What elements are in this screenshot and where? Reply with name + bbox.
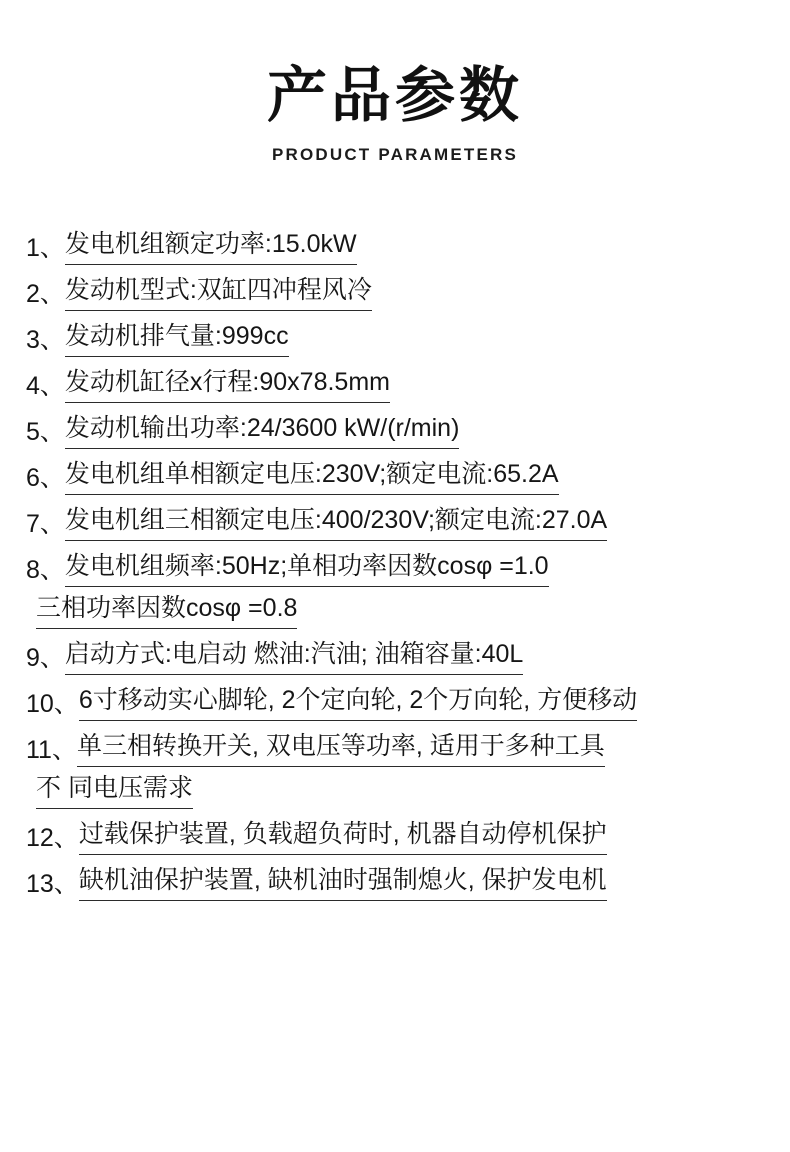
spec-item [26, 273, 768, 311]
spec-item [26, 637, 768, 675]
spec-item-index: 13、 [26, 870, 79, 898]
spec-item-text: 发动机型式:双缸四冲程风冷 [65, 273, 372, 311]
spec-item-text: 不 同电压需求 [36, 771, 193, 809]
spec-item-text: 发动机输出功率:24/3600 kW/(r/min) [65, 411, 460, 449]
spec-item-text: 过载保护装置, 负载超负荷时, 机器自动停机保护 [79, 817, 607, 855]
spec-item-text: 缺机油保护装置, 缺机油时强制熄火, 保护发电机 [79, 863, 607, 901]
spec-item-text: 发动机排气量:999cc [65, 319, 289, 357]
spec-item [26, 319, 768, 357]
spec-item [26, 227, 768, 265]
spec-item [26, 365, 768, 403]
spec-item [26, 549, 768, 587]
spec-item [26, 457, 768, 495]
spec-item-text: 发电机组单相额定电压:230V;额定电流:65.2A [65, 457, 559, 495]
spec-item-index: 3、 [26, 326, 65, 354]
spec-item-index: 9、 [26, 644, 65, 672]
spec-item [26, 503, 768, 541]
spec-item-index: 6、 [26, 464, 65, 492]
spec-item-text: 单三相转换开关, 双电压等功率, 适用于多种工具 [77, 729, 605, 767]
spec-item [26, 683, 768, 721]
spec-item-index: 10、 [26, 690, 79, 718]
spec-item-text: 三相功率因数cosφ =0.8 [36, 591, 297, 629]
spec-item-text: 启动方式:电启动 燃油:汽油; 油箱容量:40L [65, 637, 523, 675]
specification-list [0, 227, 790, 901]
spec-item [26, 863, 768, 901]
spec-item-index: 7、 [26, 510, 65, 538]
page-subtitle: PRODUCT PARAMETERS [271, 145, 519, 164]
spec-item [26, 411, 768, 449]
spec-item-index: 4、 [26, 372, 65, 400]
spec-item-continuation [26, 771, 768, 809]
spec-item-index: 1、 [26, 234, 65, 262]
spec-item-text: 发电机组频率:50Hz;单相功率因数cosφ =1.0 [65, 549, 549, 587]
spec-item-continuation [26, 591, 768, 629]
spec-item-index: 8、 [26, 556, 65, 584]
page-header [0, 0, 790, 165]
spec-item-index: 2、 [26, 280, 65, 308]
spec-item-index: 12、 [26, 824, 79, 852]
spec-item [26, 817, 768, 855]
page-title: 产品参数 [267, 61, 523, 131]
spec-item [26, 729, 768, 767]
spec-item-text: 发动机缸径x行程:90x78.5mm [65, 365, 390, 403]
spec-item-text: 6寸移动实心脚轮, 2个定向轮, 2个万向轮, 方便移动 [79, 683, 637, 721]
spec-item-index: 5、 [26, 418, 65, 446]
spec-item-index: 11、 [26, 736, 77, 764]
spec-item-text: 发电机组三相额定电压:400/230V;额定电流:27.0A [65, 503, 607, 541]
spec-item-text: 发电机组额定功率:15.0kW [65, 227, 357, 265]
